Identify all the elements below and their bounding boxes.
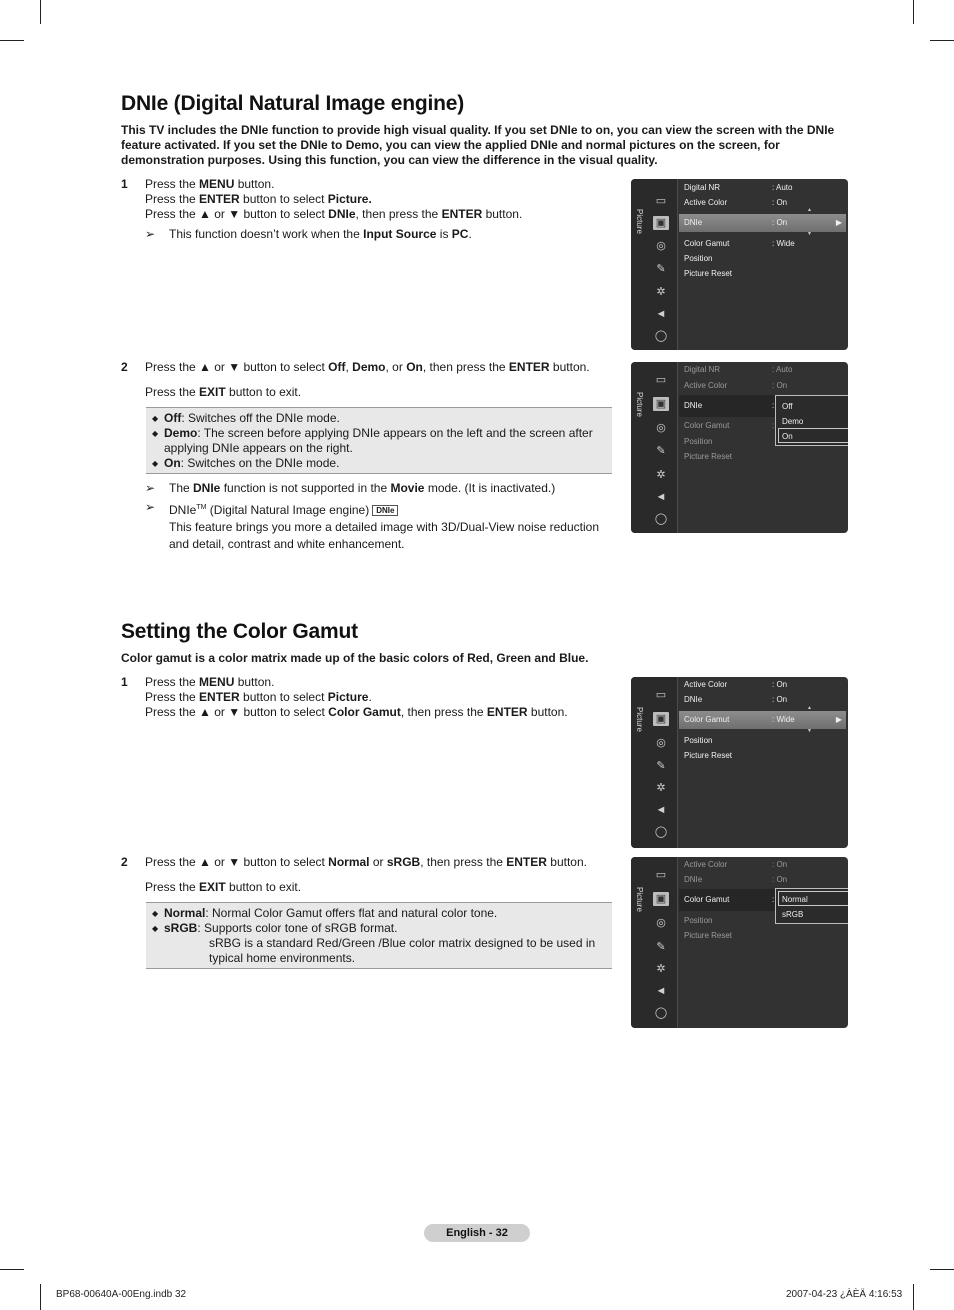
dnie-option-popup	[775, 395, 848, 446]
setup-icon: ✲	[656, 782, 666, 794]
osd-item[interactable]: DNIe : On	[684, 875, 788, 884]
satellite-icon: ◄	[655, 491, 667, 503]
osd-item[interactable]: Position	[684, 916, 713, 925]
crop-mark	[930, 1269, 954, 1270]
option-on: ◆ On: Switches on the DNIe mode.	[152, 456, 340, 470]
popup-option-srgb[interactable]: sRGB	[782, 910, 804, 919]
input-icon: ▭	[655, 869, 667, 881]
crop-mark	[0, 40, 24, 41]
satellite-icon: ◄	[655, 804, 667, 816]
support-icon: ◯	[654, 826, 668, 838]
footer-timestamp: 2007-04-23 ¿ÀÈÄ 4:16:53	[786, 1289, 903, 1300]
section-intro-color-gamut: Color gamut is a color matrix made up of the basic colors of Red, Green and Blue.	[121, 651, 589, 665]
osd-tab-label: Picture	[635, 392, 644, 417]
popup-option-off[interactable]: Off	[782, 402, 793, 411]
osd-item[interactable]: Digital NR : Auto	[684, 365, 793, 374]
dnie-options-box	[146, 407, 612, 474]
input-icon: ▭	[655, 689, 667, 701]
sound-icon: ◎	[656, 737, 666, 749]
page-number-badge: English - 32	[424, 1224, 530, 1242]
channel-icon: ✎	[656, 445, 666, 457]
picture-icon: ▣	[653, 712, 669, 726]
note-arrow-icon: ➢	[145, 481, 156, 495]
crop-mark	[930, 40, 954, 41]
osd-item[interactable]: Color Gamut : Wide	[684, 239, 795, 248]
crop-mark	[40, 0, 41, 24]
sound-icon: ◎	[656, 422, 666, 434]
setup-icon: ✲	[656, 286, 666, 298]
osd-item[interactable]: Position	[684, 254, 713, 263]
gamut-options-box	[146, 902, 612, 969]
option-srgb-detail: sRBG is a standard Red/Green /Blue color matrix designed to be used in typical home environments.	[209, 936, 596, 965]
option-srgb: ◆ sRGB: Supports color tone of sRGB format.	[152, 921, 398, 935]
input-icon: ▭	[655, 195, 667, 207]
section-title-color-gamut: Setting the Color Gamut	[121, 620, 358, 643]
option-demo: ◆ Demo: The screen before applying DNIe appears on the left and the screen after applying DNIe appears on the right.	[152, 426, 593, 455]
gamut-option-popup	[775, 888, 848, 924]
osd-item[interactable]: Picture Reset	[684, 931, 733, 940]
option-normal: ◆ Normal: Normal Color Gamut offers flat and natural color tone.	[152, 906, 498, 920]
crop-mark	[913, 0, 914, 24]
bullet-icon: ◆	[152, 924, 159, 933]
arrow-right-icon: ▶	[835, 218, 842, 227]
osd-item[interactable]: Active Color : On	[684, 198, 788, 207]
osd-tab-label: Picture	[635, 887, 644, 912]
popup-option-on[interactable]: On	[778, 428, 848, 443]
bullet-icon: ◆	[152, 459, 159, 468]
section-title-dnie: DNIe (Digital Natural Image engine)	[121, 92, 465, 115]
sound-icon: ◎	[656, 917, 666, 929]
channel-icon: ✎	[656, 760, 666, 772]
popup-option-demo[interactable]: Demo	[782, 417, 804, 426]
osd-tab-label: Picture	[635, 707, 644, 732]
osd-item-focused[interactable]: DNIe :	[679, 395, 846, 417]
bullet-icon: ◆	[152, 414, 159, 423]
footer-file-name: BP68-00640A-00Eng.indb 32	[56, 1289, 187, 1300]
satellite-icon: ◄	[655, 308, 667, 320]
option-off: ◆ Off: Switches off the DNIe mode.	[152, 411, 340, 425]
up-arrow-icon: ▲	[807, 705, 812, 711]
note-arrow-icon: ➢	[145, 500, 156, 514]
note-arrow-icon: ➢	[145, 227, 156, 241]
down-arrow-icon: ▼	[807, 231, 812, 237]
osd-item[interactable]: Picture Reset	[684, 751, 733, 760]
support-icon: ◯	[654, 1007, 668, 1019]
picture-icon: ▣	[653, 216, 669, 230]
crop-mark	[913, 1284, 914, 1310]
osd-item[interactable]: Digital NR : Auto	[684, 183, 793, 192]
osd-item[interactable]: Picture Reset	[684, 269, 733, 278]
channel-icon: ✎	[656, 263, 666, 275]
dnie-logo: DNIe	[372, 505, 398, 516]
osd-item[interactable]: Active Color : On	[684, 860, 788, 869]
channel-icon: ✎	[656, 941, 666, 953]
section-intro-dnie: This TV includes the DNIe function to provide high visual quality. If you set DNIe to on, you can view the screen with the DNIe feature activated. If you set the DNIe to Demo, you can view the applied DNIe and normal pictures on the screen, for demonstration purposes. Using this function, you can view the difference in the visual quality.	[121, 123, 835, 167]
support-icon: ◯	[654, 513, 668, 525]
picture-icon: ▣	[653, 892, 669, 906]
up-arrow-icon: ▲	[807, 207, 812, 213]
sound-icon: ◎	[656, 240, 666, 252]
osd-item[interactable]: Position	[684, 437, 713, 446]
osd-screen-gamut-options	[631, 857, 848, 1028]
down-arrow-icon: ▼	[807, 728, 812, 734]
bullet-icon: ◆	[152, 429, 159, 438]
popup-option-normal[interactable]: Normal	[778, 891, 848, 906]
crop-mark	[0, 1269, 24, 1270]
satellite-icon: ◄	[655, 985, 667, 997]
osd-screen-dnie-select	[631, 179, 848, 350]
osd-item-focused[interactable]: Color Gamut :	[679, 889, 846, 911]
crop-mark	[40, 1284, 41, 1310]
support-icon: ◯	[654, 330, 668, 342]
osd-item[interactable]: DNIe : On	[684, 695, 788, 704]
bullet-icon: ◆	[152, 909, 159, 918]
setup-icon: ✲	[656, 963, 666, 975]
setup-icon: ✲	[656, 469, 666, 481]
osd-item[interactable]: Active Color : On	[684, 381, 788, 390]
osd-item-selected[interactable]: Color Gamut : Wide ▶	[679, 711, 846, 729]
osd-tab-label: Picture	[635, 209, 644, 234]
osd-item[interactable]: Active Color : On	[684, 680, 788, 689]
osd-item[interactable]: Picture Reset	[684, 452, 733, 461]
osd-item-selected[interactable]: DNIe : On ▶	[679, 214, 846, 232]
osd-item[interactable]: Position	[684, 736, 713, 745]
osd-screen-gamut-select	[631, 677, 848, 848]
input-icon: ▭	[655, 374, 667, 386]
osd-item[interactable]: Color Gamut :	[684, 421, 775, 430]
osd-screen-dnie-options	[631, 362, 848, 533]
picture-icon: ▣	[653, 397, 669, 411]
arrow-right-icon: ▶	[835, 715, 842, 724]
